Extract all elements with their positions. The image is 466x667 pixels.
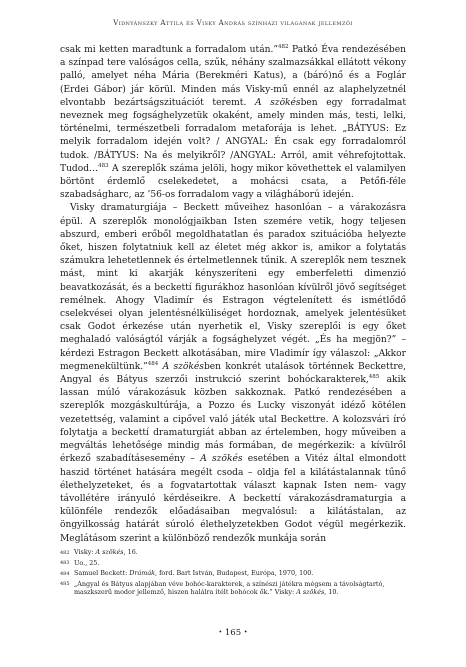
italic-title: A szökés <box>95 548 124 556</box>
running-head: Vidnyánszky Attila és Visky András színházi világának jellemzői <box>113 19 353 27</box>
footnote-text: Visky: A szökés, 16. <box>74 548 138 556</box>
page-number-value: 165 <box>224 628 242 638</box>
page-number <box>0 628 466 638</box>
footnote-number: 483 <box>60 560 70 567</box>
italic-title: A szökés <box>162 361 204 372</box>
footnote-482 <box>60 548 406 557</box>
footnote-ref-484[interactable]: 484 <box>147 360 159 367</box>
italic-title: A szökés <box>296 588 325 597</box>
footnote-ref-485[interactable]: 485 <box>368 374 380 381</box>
footnotes <box>60 548 406 598</box>
footnote-number: 484 <box>60 570 70 577</box>
paragraph-2: Visky dramaturgiája – Beckett műveihez hasonlóan – a várakozásra épül. A szereplők monológjaikban Isten szemére vetik, hogy teljesen abszurd, emberi erőből megoldhatatlan és paradox szituációba helyezte őket, hiszen folytatniuk kell az életet még akkor is, amikor a folytatás számukra lehetetlennek és értelmetlennek tűnik. A szereplők nem tesznek mást, mint ki akarják kényszeríteni egy emberfeletti dimenzió beavatkozását, és a beckettí figurákhoz hasonlóan kívülről jövő segítséget remélnek. Ahogy Vladimír és Estragon végtelenített és ismétlődő cselekvései olyan jelentésnélküliséget hordoznak, amelyek jelentésüket csak Godot érkezése után nyerhetik el, Visky szereplői is egy őket meghaladó valóságtól várják a fogsághelyzet végét. „És ha megjön?” – kérdezi Estragon Beckett alkotásában, mire Vladimír így válaszol: „Akkor megmenekültünk.”$^{484}$ A szökésben konkrét utalások történnek Beckettre, Angyal és Bátyus szerzői instrukció szerint bohóckarakterek,$^{485}$ akik lassan múló várakozásuk közben sakkoznak. Patkó rendezésében a szereplők mozgáskultúrája, a Pozzo és Lucky viszonyát idéző kötélen vezetettség, valamint a cipővel való játék utal Beckettre. A kolozsvári író folytatja a beckettí dramaturgiát abban az értelemben, hogy műveiben a megváltás lehetősége mindig más formában, de megérkezik: a kívülről érkező szabadításesemény – A szökés esetében a Vitéz által elmondott haszid történet hatására megélt csoda – oldja fel a kilátástalannak tűnő élethelyzeteket, és a fogvatartottak választ kapnak Isten nem- vagy távollétére irányuló kérdéseikre. A beckettí várakozásdramaturgia a különféle rendezők előadásaiban megvalósul: a kilátástalan, az öngyilkosság határát súroló élethelyzetekben Godot végül megérkezik. Meglátásom szerint a különböző rendezők munkája során <box>60 203 406 544</box>
footnote-number: 482 <box>60 549 70 556</box>
footnote-text: Samuel Beckett: Drámák, ford. Bart István, Budapest, Európa, 1970, 100. <box>74 569 314 578</box>
footnote-text: Uo., 25. <box>74 558 100 567</box>
footnote-ref-482[interactable]: 482 <box>278 43 289 50</box>
footnote-485 <box>60 580 406 597</box>
page-number-ornament: • <box>243 629 248 636</box>
footnote-number: 485 <box>60 581 70 588</box>
italic-title: Drámák <box>129 569 155 578</box>
footnote-text: „Angyal és Bátyus alapjában véve bohóc-karakterek, a színészi játékra mégsem a távolságtartó, maszkszerű modor jellemző, hiszen halálra ítélt bohócok ők.” Visky: A szökés, 10. <box>74 579 385 597</box>
paragraph-1: csak mi ketten maradtunk a forradalom után.”$^{482}$ Patkó Éva rendezésében a színpad tere valóságos cella, szűk, néhány szalmazsákkal ellátott vékony palló, amelyet néha Mária (Berekméri Katus), a (báró)nő és a Foglár (Erdei Gábor) jár körül. Minden más Visky-mű ennél az alaphelyzetnél elvontabb bezártságszituációt teremt. A szökésben egy forradalmat neveznek meg fogsághelyzetük okaként, amely minden más, testi, lelki, történelmi, természetbeli forradalom metaforája is lehet. „BÁTYUS: Ez melyik forradalom idején volt? / ANGYAL: Én csak egy forradalomról tudok. /BÁTYUS: Na és melyikről? /ANGYAL: Arról, amit véhrefojtottak. Tudod…$^{483}$ A szereplők száma jelöli, hogy mikor követhettek el valamilyen börtönt érdemlő cselekedetet, a mohácsi csata, a Petőfi-féle szabadságharc, az ’56-os forradalom vagy a világháború idején. <box>60 43 406 201</box>
italic-title: A szökés <box>254 97 301 108</box>
footnote-484 <box>60 569 406 578</box>
footnote-ref-483[interactable]: 483 <box>98 162 109 169</box>
body-text <box>60 44 406 546</box>
italic-title: A szökés <box>200 454 243 465</box>
footnote-483 <box>60 559 406 568</box>
page-number-ornament: • <box>218 629 223 636</box>
